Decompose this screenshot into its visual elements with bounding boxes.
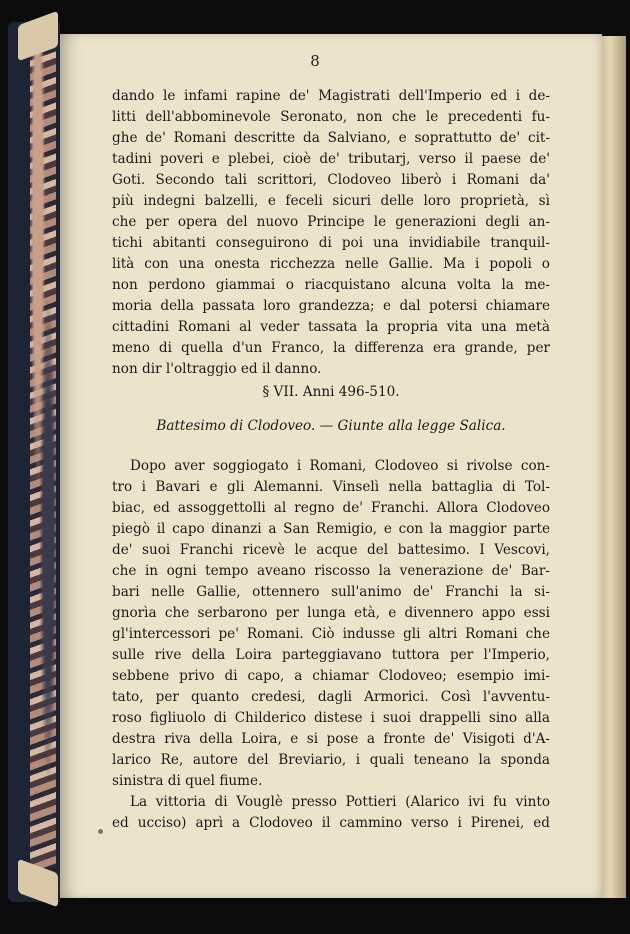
text-line: de' suoi Franchi ricevè le acque del battesimo. I Vescovi,: [112, 542, 550, 558]
text-line: tato, per quanto credesi, dagli Armorici. Così l'avventu-: [112, 689, 550, 705]
text-line: più indegni balzelli, e feceli sicuri delle loro proprietà, sì: [112, 193, 550, 209]
text-line: moria della passata loro grandezza; e dal potersi chiamare: [112, 298, 550, 314]
section-subtitle: Battesimo di Clodoveo. — Giunte alla legge Salica.: [156, 418, 506, 434]
text-line: gl'intercessori pe' Romani. Ciò indusse gli altri Romani che: [112, 626, 550, 642]
text-line: lità con una onesta ricchezza nelle Gallie. Ma i popoli o: [112, 256, 550, 272]
text-line: che per opera del nuovo Principe le generazioni degli an-: [112, 214, 550, 230]
paragraph-1: [112, 86, 550, 380]
text-line: meno di quella d'un Franco, la differenza era grande, per: [112, 340, 550, 356]
text-line: sebbene privo di capo, a chiamar Clodoveo; esempio imi-: [112, 668, 550, 684]
text-line: che in ogni tempo aveano riscosso la venerazione de' Bar-: [112, 563, 550, 579]
text-line: sinistra di quel fiume.: [112, 773, 263, 789]
text-line: ghe de' Romani descritte da Salviano, e soprattutto de' cit-: [112, 130, 550, 146]
section-heading: § VII. Anni 496-510.: [262, 384, 400, 400]
text-line: La vittoria di Vouglè presso Pottieri (Alarico ivi fu vinto: [130, 794, 550, 810]
text-line: piegò il capo dinanzi a San Remigio, e con la maggior parte: [112, 521, 550, 537]
text-line: dando le infami rapine de' Magistrati dell'Imperio ed i de-: [112, 88, 550, 104]
text-line: non perdono giammai o riacquistano alcuna volta la me-: [112, 277, 550, 293]
text-line: non dir l'oltraggio ed il danno.: [112, 361, 322, 377]
text-line: biac, ed assoggettolli al regno de' Franchi. Allora Clodoveo: [112, 500, 550, 516]
page-edge-right: [600, 36, 626, 898]
text-line: destra riva della Loira, e si pose a fronte de' Visigoti d'A-: [112, 731, 550, 747]
text-line: larico Re, autore del Breviario, i quali teneano la sponda: [112, 752, 550, 768]
text-line: gnorìa che serbarono per lunga età, e divennero appo essi: [112, 605, 550, 621]
text-line: cittadini Romani al veder tassata la propria vita una metà: [112, 319, 550, 335]
text-line: tichi abitanti conseguirono di poi una invidiabile tranquil-: [112, 235, 550, 251]
text-line: sulle rive della Loira parteggiavano tuttora per l'Imperio,: [112, 647, 550, 663]
text-line: roso figliuolo di Childerico distese i suoi drappelli sino alla: [112, 710, 550, 726]
text-line: Dopo aver soggiogato i Romani, Clodoveo si rivolse con-: [130, 458, 550, 474]
text-line: tro i Bavari e gli Alemanni. Vinselì nella battaglia di Tol-: [112, 479, 550, 495]
text-line: bari nelle Gallie, ottennero sull'animo de' Franchi la si-: [112, 584, 550, 600]
marbled-edge: [30, 48, 56, 868]
paragraph-2: [112, 456, 550, 834]
text-line: Goti. Secondo tali scrittori, Clodoveo liberò i Romani da': [112, 172, 550, 188]
page-number: 8: [310, 52, 320, 70]
text-line: litti dell'abbominevole Seronato, non che le precedenti fu-: [112, 109, 550, 125]
text-line: tadini poveri e plebei, cioè de' tributarj, verso il paese de': [112, 151, 550, 167]
text-line: ed ucciso) aprì a Clodoveo il cammino verso i Pirenei, ed: [112, 815, 550, 831]
page-speck: [98, 829, 103, 834]
